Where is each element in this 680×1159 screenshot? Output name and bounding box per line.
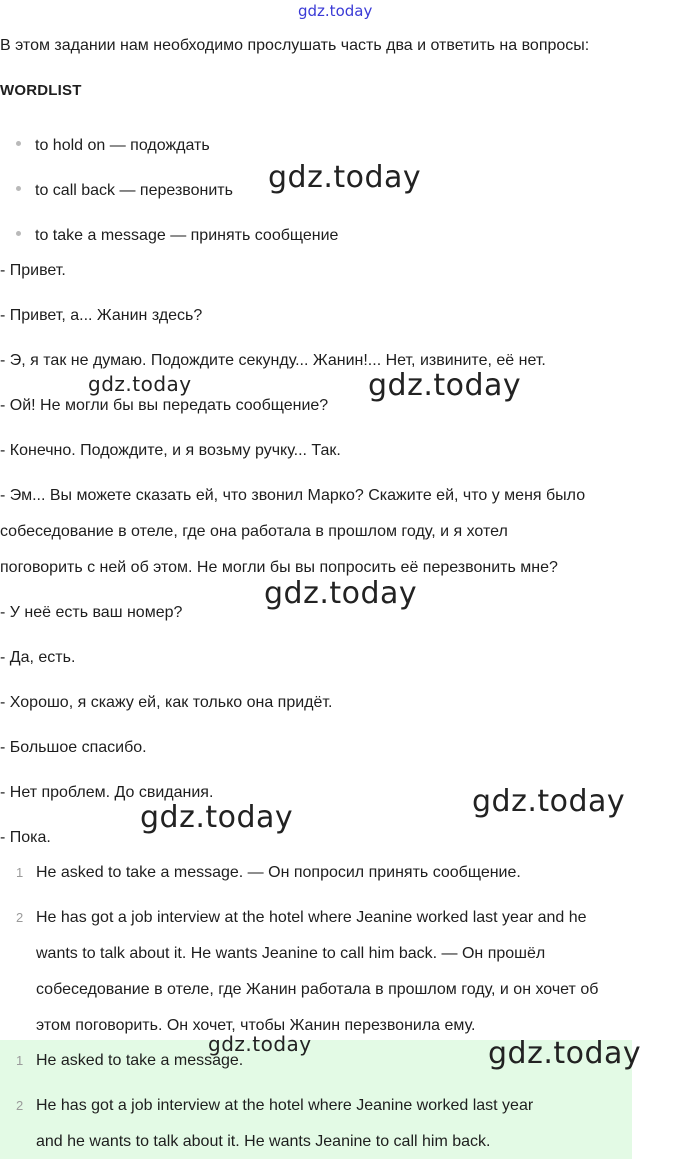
watermark: gdz.today — [88, 372, 192, 396]
final-answer-line: He has got a job interview at the hotel where Jeanine worked last year — [36, 1097, 534, 1114]
answer-line: He has got a job interview at the hotel where Jeanine worked last year and he — [36, 909, 587, 926]
dialogue-line: собеседование в отеле, где она работала в прошлом году, и я хотел — [0, 523, 508, 540]
answer-line: этом поговорить. Он хочет, чтобы Жанин перезвонила ему. — [36, 1017, 476, 1034]
dialogue-line: поговорить с ней об этом. Не могли бы вы попросить её перезвонить мне? — [0, 559, 558, 576]
wordlist-item: to hold on — подождать — [16, 136, 210, 156]
bullet-icon — [16, 186, 21, 191]
watermark: gdz.today — [208, 1032, 312, 1056]
dialogue-line: - Привет. — [0, 262, 66, 279]
dialogue-line: - Да, есть. — [0, 649, 76, 666]
answer-line: wants to talk about it. He wants Jeanine to call him back. — Он прошёл — [36, 945, 546, 962]
bullet-icon — [16, 141, 21, 146]
watermark: gdz.today — [140, 800, 294, 835]
answer-number: 1 — [16, 865, 24, 880]
dialogue-line: - Привет, а... Жанин здесь? — [0, 307, 203, 324]
wordlist-item: to take a message — принять сообщение — [16, 226, 338, 246]
watermark: gdz.today — [268, 160, 422, 195]
watermark: gdz.today — [472, 784, 626, 819]
bullet-icon — [16, 231, 21, 236]
dialogue-line: - Ой! Не могли бы вы передать сообщение? — [0, 397, 329, 414]
site-link[interactable]: gdz.today — [298, 2, 373, 20]
dialogue-line: - Конечно. Подождите, и я возьму ручку... Так. — [0, 442, 341, 459]
dialogue-line: - Эм... Вы можете сказать ей, что звонил Марко? Скажите ей, что у меня было — [0, 487, 586, 504]
answer-number: 2 — [16, 910, 24, 925]
dialogue-line: - Пока. — [0, 829, 51, 846]
intro-text: В этом задании нам необходимо прослушать часть два и ответить на вопросы: — [0, 37, 590, 54]
dialogue-line: - Нет проблем. До свидания. — [0, 784, 214, 801]
watermark: gdz.today — [264, 576, 418, 611]
watermark: gdz.today — [368, 368, 522, 403]
wordlist-heading: WORDLIST — [0, 82, 82, 99]
dialogue-line: - У неё есть ваш номер? — [0, 604, 183, 621]
answer-line: He asked to take a message. — Он попросил принять сообщение. — [36, 864, 521, 881]
dialogue-line: - Хорошо, я скажу ей, как только она придёт. — [0, 694, 333, 711]
watermark: gdz.today — [488, 1036, 642, 1071]
dialogue-line: - Большое спасибо. — [0, 739, 147, 756]
dialogue-line: - Э, я так не думаю. Подождите секунду... Жанин!... Нет, извините, её нет. — [0, 352, 546, 369]
answer-line: собеседование в отеле, где Жанин работала в прошлом году, и он хочет об — [36, 981, 599, 998]
final-answer-line: He asked to take a message. — [36, 1052, 244, 1069]
final-answer-number: 1 — [16, 1053, 24, 1068]
wordlist-item: to call back — перезвонить — [16, 181, 233, 201]
final-answer-number: 2 — [16, 1098, 24, 1113]
final-answer-line: and he wants to talk about it. He wants Jeanine to call him back. — [36, 1133, 491, 1150]
